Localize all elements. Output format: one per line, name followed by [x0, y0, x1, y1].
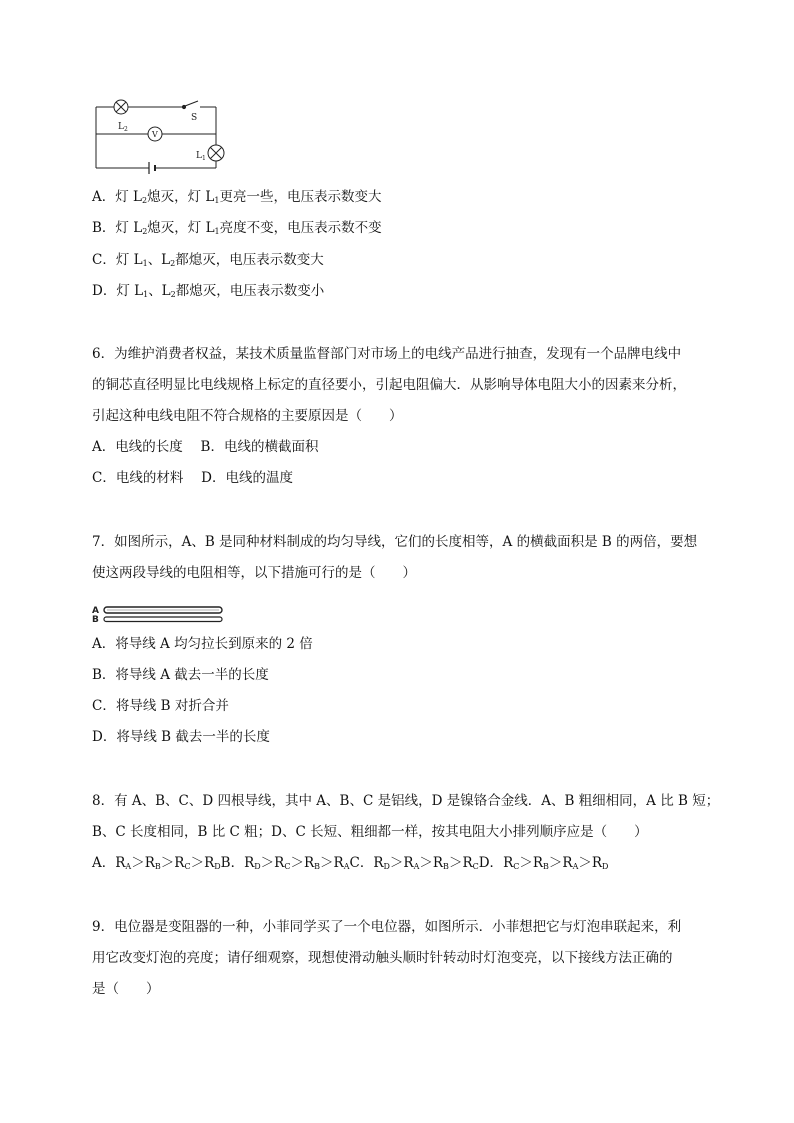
greater-than-sign: ＞: [419, 855, 433, 871]
resistance-symbol: R: [403, 855, 414, 871]
greater-than-sign: ＞: [389, 855, 404, 871]
resistance-subscript: A: [572, 862, 579, 871]
resistance-symbol: R: [333, 855, 344, 871]
greater-than-sign: ＞: [548, 855, 563, 871]
q9-stem-line-3: 是（ ）: [92, 981, 160, 997]
q9-stem-line-1: 9．电位器是变阻器的一种，小菲同学买了一个电位器，如图所示．小菲想把它与灯泡串联起来，利: [92, 919, 682, 935]
resistance-subscript: A: [125, 862, 132, 871]
greater-than-sign: ＞: [519, 855, 533, 871]
q8-option: [479, 855, 609, 871]
resistance-symbol: R: [591, 855, 603, 871]
q8-option: [349, 855, 478, 871]
resistance-symbol: R: [274, 855, 285, 871]
resistance-subscript: D: [254, 862, 261, 871]
resistance-symbol: R: [462, 855, 473, 871]
q7-stem-line-1: 7．如图所示，A、B 是同种材料制成的均匀导线，它们的长度相等，A 的横截面积是 B 的两倍，要想: [92, 534, 698, 550]
q8-options: [92, 851, 608, 871]
greater-than-sign: ＞: [290, 855, 304, 871]
q8-option: [92, 855, 221, 871]
q8-stem-line-1: 8．有 A、B、C、D 四根导线，其中 A、B、C 是铝线，D 是镍铬合金线．A、B 粗细相同，A 比 B 短；: [92, 793, 720, 809]
resistance-symbol: R: [532, 855, 544, 871]
q9-stem-line-2: 用它改变灯泡的亮度；请仔细观察，现想使滑动触头顺时针转动时灯泡变亮，以下接线方法正确的: [92, 950, 673, 966]
resistance-symbol: R: [373, 855, 384, 871]
resistance-symbol: R: [115, 855, 126, 871]
label-l1: $L_1$: [196, 151, 206, 162]
q7-option-b: B．将导线 A 截去一半的长度: [92, 667, 269, 683]
greater-than-sign: ＞: [320, 855, 334, 871]
q7-option-c: C．将导线 B 对折合并: [92, 698, 229, 714]
resistance-subscript: B: [543, 862, 549, 871]
greater-than-sign: ＞: [448, 855, 463, 871]
wire-label-a: A: [92, 606, 99, 616]
resistance-subscript: C: [284, 862, 291, 871]
resistance-subscript: D: [602, 862, 609, 871]
greater-than-sign: ＞: [190, 855, 205, 871]
resistance-symbol: R: [503, 855, 514, 871]
resistance-subscript: A: [343, 862, 350, 871]
resistance-subscript: B: [314, 862, 321, 871]
lamp-l2-icon: [114, 100, 128, 114]
q5-option-c: C．灯 $L_1$、$L_2$都熄灭，电压表示数变大: [92, 252, 324, 268]
q6-stem-line-2: 的铜芯直径明显比电线规格上标定的直径要小，引起电阻偏大．从影响导体电阻大小的因素来分析，: [92, 377, 686, 393]
greater-than-sign: ＞: [578, 855, 592, 871]
resistance-symbol: R: [204, 855, 215, 871]
label-voltmeter: V: [152, 130, 158, 139]
resistance-symbol: R: [174, 855, 185, 871]
greater-than-sign: ＞: [160, 855, 175, 871]
wire-b: [104, 617, 222, 622]
wire-a: [104, 607, 222, 613]
label-switch: S: [191, 113, 198, 123]
q5-option-a: A．灯 $L_2$熄灭，灯 $L_1$更亮一些，电压表示数变大: [92, 189, 382, 205]
resistance-subscript: D: [214, 862, 221, 871]
q8-option-lead: D．: [478, 855, 504, 871]
resistance-subscript: C: [472, 862, 479, 871]
q6-stem-line-1: 6．为维护消费者权益，某技术质量监督部门对市场上的电线产品进行抽查，发现有一个品牌电线中: [92, 346, 682, 362]
resistance-subscript: B: [154, 862, 161, 871]
q8-option-lead: B．: [220, 855, 245, 871]
resistance-symbol: R: [144, 855, 155, 871]
q5-option-d: D．灯 $L_1$、$L_2$都熄灭，电压表示数变小: [92, 283, 325, 299]
resistance-subscript: D: [383, 862, 390, 871]
resistance-symbol: R: [562, 855, 573, 871]
q5-option-b: B．灯 $L_2$熄灭，灯 $L_1$亮度不变，电压表示数不变: [92, 220, 382, 236]
greater-than-sign: ＞: [260, 855, 275, 871]
q7-stem-line-2: 使这两段导线的电阻相等，以下措施可行的是（ ）: [92, 565, 416, 581]
resistance-subscript: C: [513, 862, 520, 871]
resistance-symbol: R: [432, 855, 444, 871]
q6-stem-line-3: 引起这种电线电阻不符合规格的主要原因是（ ）: [92, 408, 403, 424]
q8-option: [221, 855, 350, 871]
greater-than-sign: ＞: [131, 855, 145, 871]
wires-figure: [92, 606, 232, 624]
q8-option-lead: C．: [349, 855, 374, 871]
circuit-diagram: [92, 96, 232, 176]
q6-options-cd: C．电线的材料 D．电线的温度: [92, 470, 293, 486]
resistance-symbol: R: [303, 855, 315, 871]
resistance-symbol: R: [244, 855, 255, 871]
q8-stem-line-2: B、C 长度相同，B 比 C 粗；D、C 长短、粗细都一样，按其电阻大小排列顺序应是（ ）: [92, 824, 648, 840]
lamp-l1-icon: [208, 145, 224, 161]
q6-options-ab: A．电线的长度 B．电线的横截面积: [92, 439, 319, 455]
resistance-subscript: C: [184, 862, 191, 871]
q8-option-lead: A．: [92, 855, 116, 871]
wire-label-b: B: [92, 615, 99, 624]
resistance-subscript: B: [443, 862, 449, 871]
q7-option-a: A．将导线 A 均匀拉长到原来的 2 倍: [92, 636, 313, 652]
label-l2: $L_2$: [118, 122, 128, 133]
resistance-subscript: A: [413, 862, 420, 871]
q7-option-d: D．将导线 B 截去一半的长度: [92, 729, 270, 745]
